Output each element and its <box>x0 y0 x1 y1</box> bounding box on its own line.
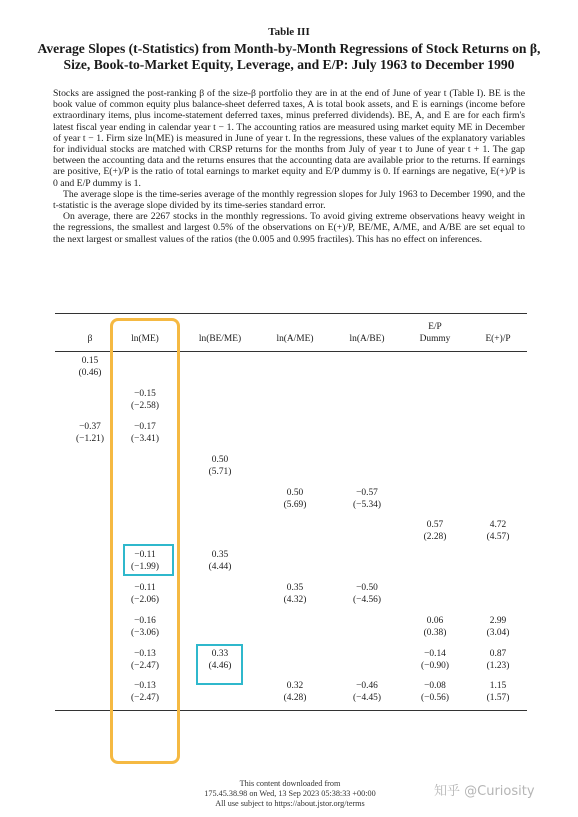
slope-value: 1.15 <box>489 681 507 691</box>
t-statistic: (−2.06) <box>131 595 159 605</box>
cell-epp <box>466 615 530 639</box>
caption-paragraph-3: On average, there are 2267 stocks in the monthly regressions. To avoid giving extreme observations heavy weight in the regressions, the smallest and largest 0.5% of the observations on E(+)/P, BE/ME, A/ME, and A/BE are set equal to the next largest or smallest values of the ratios (the 0.005 and 0.995 fractiles). This has no effect on inferences. <box>53 211 525 245</box>
t-statistic: (−0.90) <box>421 661 449 671</box>
t-statistic: (5.69) <box>283 500 307 510</box>
slope-value: 0.06 <box>426 616 444 626</box>
table-label: Table III <box>268 26 310 38</box>
t-statistic: (5.71) <box>208 467 232 477</box>
slope-value: −0.37 <box>79 422 101 432</box>
slope-value: −0.11 <box>134 583 156 593</box>
slope-value: −0.14 <box>424 649 446 659</box>
table-title: Average Slopes (t-Statistics) from Month-by-Month Regressions of Stock Returns on β, Size, Book-to-Market Equity, Leverage, and E/P: July 1963 to December 1990 <box>37 41 541 72</box>
slope-value: 0.50 <box>286 488 304 498</box>
cell-lname <box>260 680 330 704</box>
col-header-lnabe: ln(A/BE) <box>349 334 385 344</box>
slope-value: 2.99 <box>489 616 507 626</box>
t-statistic: (3.04) <box>486 628 510 638</box>
slope-value: 0.15 <box>81 356 99 366</box>
cell-epd <box>403 680 467 704</box>
slope-value: −0.57 <box>356 488 378 498</box>
lnme-column-highlight <box>110 318 180 764</box>
cell-lname <box>260 582 330 606</box>
watermark: 知乎 @Curiosity <box>434 784 535 799</box>
cell-lnabe <box>332 487 402 511</box>
t-statistic: (−4.56) <box>353 595 381 605</box>
slope-value: −0.46 <box>356 681 378 691</box>
cell-epp <box>466 648 530 672</box>
cell-epp <box>466 519 530 543</box>
caption-paragraph-1: Stocks are assigned the post-ranking β of the size-β portfolio they are in at the end of June of year t (Table I). BE is the book value of common equity plus balance-sheet deferred taxes, A is total book assets, and E is earnings (income before extraordinary items, plus income-statement deferred taxes, minus preferred dividends). BE, A, and E are for each firm's latest fiscal year ending in calendar year t − 1. The accounting ratios are measured using market equity ME in December of year t − 1. Firm size ln(ME) is measured in June of year t. In the regressions, these values of the explanatory variables for individual stocks are matched with CRSP returns for the months from July of year t to June of year t + 1. The gap between the accounting data and the returns ensures that the accounting data are available prior to the returns. If earnings are positive, E(+)/P is the ratio of total earnings to market equity and E/P dummy is 0. If earnings are negative, E(+)/P is 0 and E/P dummy is 1. <box>53 88 525 189</box>
lnme-cell-highlight <box>123 544 174 576</box>
slope-value: −0.50 <box>356 583 378 593</box>
t-statistic: (4.57) <box>486 532 510 542</box>
slope-value: 4.72 <box>489 520 507 530</box>
col-header-lnme: ln(ME) <box>131 334 159 344</box>
t-statistic: (−0.56) <box>421 693 449 703</box>
t-statistic: (4.46) <box>208 661 232 671</box>
cell-lname <box>260 487 330 511</box>
cell-lnabe <box>332 680 402 704</box>
col-header-beta: β <box>87 334 93 344</box>
slope-value: 0.35 <box>211 550 229 560</box>
slope-value: 0.35 <box>286 583 304 593</box>
footer-line-3: All use subject to https://about.jstor.org/terms <box>215 799 365 808</box>
t-statistic: (−4.45) <box>353 693 381 703</box>
t-statistic: (−2.58) <box>131 401 159 411</box>
t-statistic: (0.38) <box>423 628 447 638</box>
t-statistic: (4.28) <box>283 693 307 703</box>
slope-value: −0.13 <box>134 649 156 659</box>
slope-value: −0.15 <box>134 389 156 399</box>
t-statistic: (−3.41) <box>131 434 159 444</box>
cell-epd <box>403 648 467 672</box>
slope-value: −0.16 <box>134 616 156 626</box>
lnbeme-cell-highlight <box>196 644 243 685</box>
t-statistic: (−2.47) <box>131 693 159 703</box>
col-header-lname: ln(A/ME) <box>276 334 314 344</box>
slope-value: 0.33 <box>211 649 229 659</box>
cell-epp <box>466 680 530 704</box>
t-statistic: (1.23) <box>486 661 510 671</box>
table-caption <box>53 88 525 245</box>
col-header-ep-positive: E(+)/P <box>485 334 511 344</box>
slope-value: 0.50 <box>211 455 229 465</box>
slope-value: 0.32 <box>286 681 304 691</box>
cell-epd <box>403 615 467 639</box>
cell-epd <box>403 519 467 543</box>
col-header-ep-dummy-top: E/P <box>428 322 442 332</box>
slope-value: 0.57 <box>426 520 444 530</box>
footer-line-2: 175.45.38.98 on Wed, 13 Sep 2023 05:38:33 +00:00 <box>204 789 376 798</box>
t-statistic: (−1.99) <box>131 562 159 572</box>
slope-value: −0.13 <box>134 681 156 691</box>
footer-line-1: This content downloaded from <box>239 779 341 788</box>
caption-paragraph-2: The average slope is the time-series average of the monthly regression slopes for July 1963 to December 1990, and the t-statistic is the average slope divided by its time-series standard error. <box>53 188 525 212</box>
slope-value: −0.17 <box>134 422 156 432</box>
t-statistic: (−2.47) <box>131 661 159 671</box>
col-header-ep-dummy <box>403 321 467 345</box>
col-header-ep-dummy-bottom: Dummy <box>419 334 451 344</box>
t-statistic: (4.32) <box>283 595 307 605</box>
slope-value: −0.11 <box>134 550 156 560</box>
t-statistic: (−5.34) <box>353 500 381 510</box>
jstor-footer <box>150 779 430 809</box>
cell-lnbeme <box>185 549 255 573</box>
slope-value: 0.87 <box>489 649 507 659</box>
t-statistic: (0.46) <box>78 368 102 378</box>
slope-value: −0.08 <box>424 681 446 691</box>
t-statistic: (−3.06) <box>131 628 159 638</box>
t-statistic: (−1.21) <box>76 434 104 444</box>
col-header-lnbeme: ln(BE/ME) <box>198 334 242 344</box>
table-top-rule <box>55 313 527 314</box>
cell-lnbeme <box>185 454 255 478</box>
t-statistic: (2.28) <box>423 532 447 542</box>
cell-lnabe <box>332 582 402 606</box>
t-statistic: (1.57) <box>486 693 510 703</box>
t-statistic: (4.44) <box>208 562 232 572</box>
